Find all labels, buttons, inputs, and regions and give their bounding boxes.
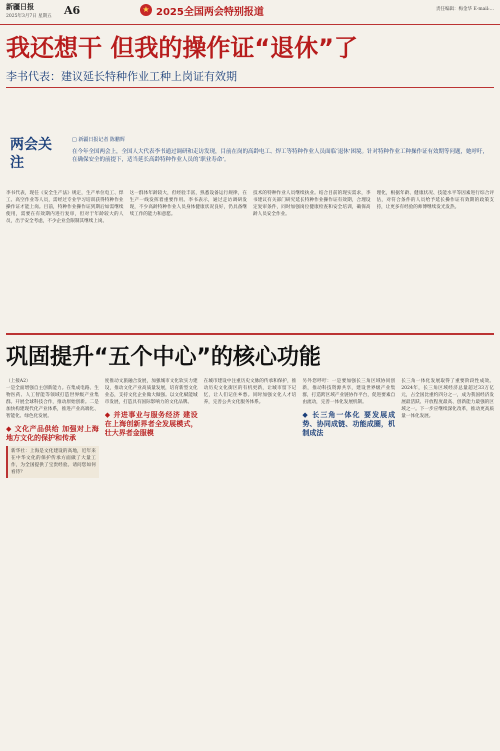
article1-title: 我还想干 但我的操作证“退休”了 [6,34,358,62]
page-header [0,0,500,25]
article2-text: 另外您呼吁：一是要加强长三角区域协同创新，推动科技资源共享，建设世界级产业集群，打造跨区域产业链协作平台，促进要素自由流动，完善一体化发展机制。 [302,379,396,405]
two-sessions-badge: 两会关注 [10,137,52,171]
page-number: A6 [64,4,81,17]
article2-col [401,378,494,746]
interview-question: 新华社：上海是文化建设的高地，近年来在中华文化的保护传承方面做了大量工作，为全国提供了宝贵经验。请问您如何看待？ [6,446,99,478]
issue-date: 2025年3月7日 星期五 [6,14,52,19]
section-heading: ◆ 长三角一体化 要发展成势、协同成链、功能成圈，机制成法 [302,410,396,437]
newspaper-logo: 新疆日报 [6,2,34,11]
article2-text: 长三角一体化发展取得了重要阶段性成效。2024年，长三角区域经济总量超过33万亿元，占全国比重约四分之一，成为我国经济发展最活跃、开放程度最高、创新能力最强的区域之一。下一步应继续深化改革，推动更高质量一体化发展。 [401,379,494,419]
editor-info: 责任编辑：梅金华 E-mail:... [436,7,494,12]
article1-col: 技术的特种作业人员继续执业。结合目前的现实需求，李书建议有关部门研究延长特种作业操作证有效期，合理设定复审条件，同时加强岗位健康检查和安全培训，确保高龄人员安全作业。 [253,191,371,217]
article2-col [105,378,198,746]
article1-subtitle: 李书代表：建议延长特种作业工种上岗证有效期 [6,70,237,83]
divider [6,87,494,88]
article1-col: 理化，根据年龄、健康状况、技能水平等因素进行综合评估，对符合条件的人员给予延长操作证有效期的政策支持，让更多有经验的师傅继续发光发热。 [376,191,494,210]
emblem-icon: ★ [140,4,152,16]
article1-authors: □ 新疆日报记者 陈鹏辉 [72,137,125,143]
section-heading: ◆ 并进事业与服务经济 建设在上海创新界者全发展模式，壮大界者金服模 [104,410,198,437]
article1-col: 这一群体年龄较大，但经验丰富，熟悉设备运行规律，在生产一线发挥着重要作用。李书表示，通过走访调研发现，不少高龄特种作业人员身体健康状况良好，仍具备继续工作的能力和意愿。 [129,191,247,217]
article2-text: 在城市建设中注重历史文脉的传承和保护，推动历史文化街区的有机更新，让城市留下记忆，让人们记住乡愁。同时加强文化人才培养，完善公共文化服务体系。 [203,379,297,405]
section-divider [6,333,494,335]
section-banner [140,2,320,18]
article2-col [204,378,297,746]
article2-col [302,378,395,746]
article1-col: 李书代表，现任《安全生产法》规定，生产单位电工、焊工、高空作业等人员，需经过专业学习培训获得特种作业操作证才能上岗。目前，特种作业操作证到期后如需继续使用，需要在有效期内进行复审，但对于年龄较大的人员，出于安全考虑，不少企业会限制其继续上岗。 [6,191,124,224]
banner-text: 2025全国两会特别报道 [156,6,264,18]
article2-text: 度推动文旅融合发展，加强城市文化软实力建设，推动文化产业高质量发展，培育新型文化业态，支持文化企业做大做强。以文化赋能城市发展，打造具有国际影响力的文化品牌。 [104,379,198,405]
article2-col [6,378,99,746]
article2-title: 巩固提升“五个中心”的核心功能 [6,345,321,370]
article1-body [6,190,494,330]
article2-intro: （上接A2） 一是全面增强自主创新能力。在集成电路、生物医药、人工智能等领域打造世界级产业集群。开展全球科技合作，推动原始创新。二是加快构建现代化产业体系，推进产业高端化、智能化、绿色化发展。 [6,379,99,419]
article1-lead: 在今年全国两会上，全国人大代表李书通过调研和走访发现，目前在岗的高龄电工、焊工等特种作业人员面临‘退休’困境。针对特种作业工种操作证有效期等问题，她呼吁，在确保安全的前提下，适当延长高龄特种作业人员的‘职业寿命’。 [72,149,489,163]
section-heading: ◆ 文化产品供给 加强对上海地方文化的保护和传承 [6,424,99,442]
article2-body [6,378,494,746]
